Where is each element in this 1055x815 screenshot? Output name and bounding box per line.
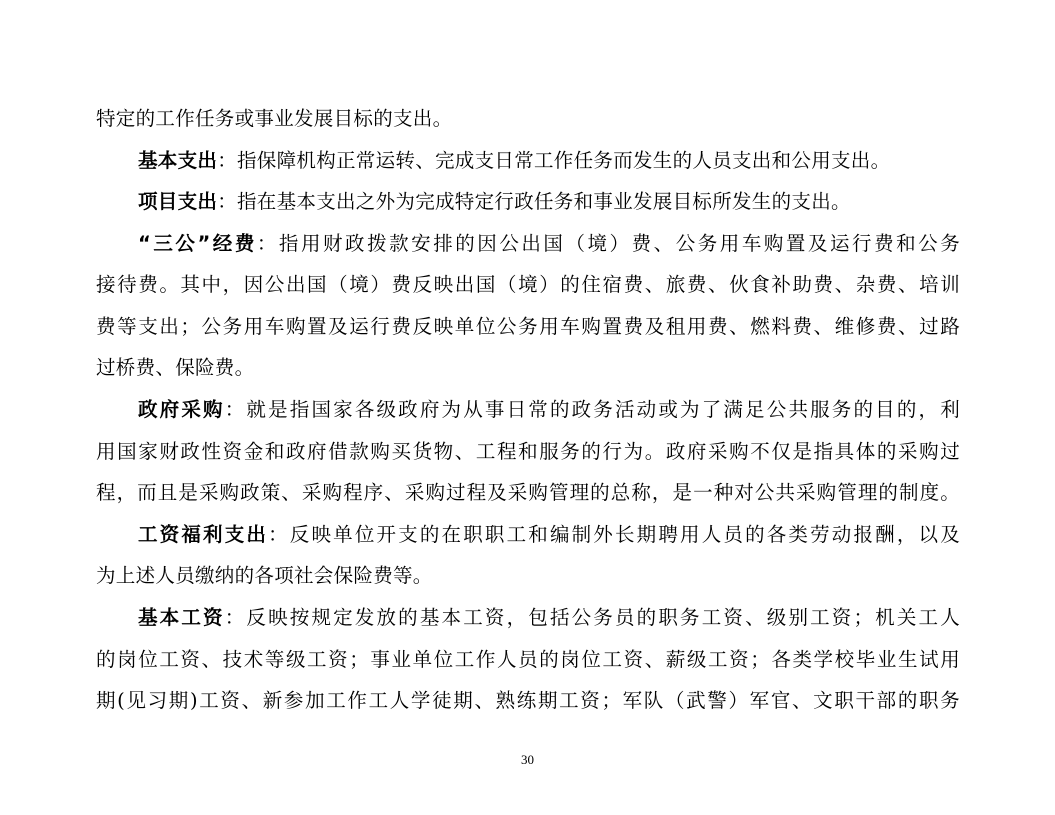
text-line-10 (96, 480, 960, 506)
term-three-public-expenses: “三公”经费 (138, 232, 257, 255)
line-text: 接待费。其中，因公出国（境）费反映出国（境）的住宿费、旅费、伙食补助费、杂费、培训 (96, 273, 960, 296)
definition-text: ：指保障机构正常运转、完成支日常工作任务而发生的人员支出和公用支出。 (217, 149, 891, 172)
text-line-7 (96, 355, 960, 381)
term-wages-benefits: 工资福利支出 (138, 523, 269, 546)
line-text: 的岗位工资、技术等级工资；事业单位工作人员的岗位工资、薪级工资；各类学校毕业生试用 (96, 648, 960, 671)
line-text: 为上述人员缴纳的各项社会保险费等。 (96, 564, 433, 587)
text-line-15 (96, 688, 960, 714)
definition-text: ：反映按规定发放的基本工资，包括公务员的职务工资、级别工资；机关工人 (224, 606, 961, 629)
term-project-expenditure: 项目支出 (138, 190, 218, 213)
paragraph-wages-benefits (138, 522, 960, 548)
definition-text: ：就是指国家各级政府为从事日常的政务活动或为了满足公共服务的目的，利 (224, 398, 961, 421)
definition-text: ：指在基本支出之外为完成特定行政任务和事业发展目标所发生的支出。 (217, 190, 851, 213)
line-text: 过桥费、保险费。 (96, 356, 255, 379)
text-line-1 (96, 106, 960, 132)
text-line-9 (96, 439, 960, 465)
definition-text: ：反映单位开支的在职职工和编制外长期聘用人员的各类劳动报酬，以及 (268, 523, 960, 546)
term-basic-wages: 基本工资 (138, 606, 225, 629)
line-text: 特定的工作任务或事业发展目标的支出。 (96, 107, 453, 130)
paragraph-government-procurement (138, 397, 960, 423)
text-line-14 (96, 647, 960, 673)
paragraph-basic-expenditure (138, 148, 960, 174)
term-basic-expenditure: 基本支出 (138, 149, 218, 172)
page-number: 30 (521, 752, 534, 767)
term-government-procurement: 政府采购 (138, 398, 225, 421)
paragraph-three-public-expenses (138, 231, 960, 257)
line-text: 期(见习期)工资、新参加工作工人学徒期、熟练期工资；军队（武警）军官、文职干部的职务 (96, 689, 960, 712)
text-line-6 (96, 314, 960, 340)
text-line-12 (96, 563, 960, 589)
line-text: 程，而且是采购政策、采购程序、采购过程及采购管理的总称，是一种对公共采购管理的制度。 (96, 481, 960, 504)
paragraph-project-expenditure (138, 189, 960, 215)
text-line-5 (96, 272, 960, 298)
paragraph-basic-wages (138, 605, 960, 631)
definition-text: ：指用财政拨款安排的因公出国（境）费、公务用车购置及运行费和公务 (256, 232, 960, 255)
line-text: 费等支出；公务用车购置及运行费反映单位公务用车购置费及租用费、燃料费、维修费、过路 (96, 315, 960, 338)
line-text: 用国家财政性资金和政府借款购买货物、工程和服务的行为。政府采购不仅是指具体的采购过 (96, 440, 960, 463)
